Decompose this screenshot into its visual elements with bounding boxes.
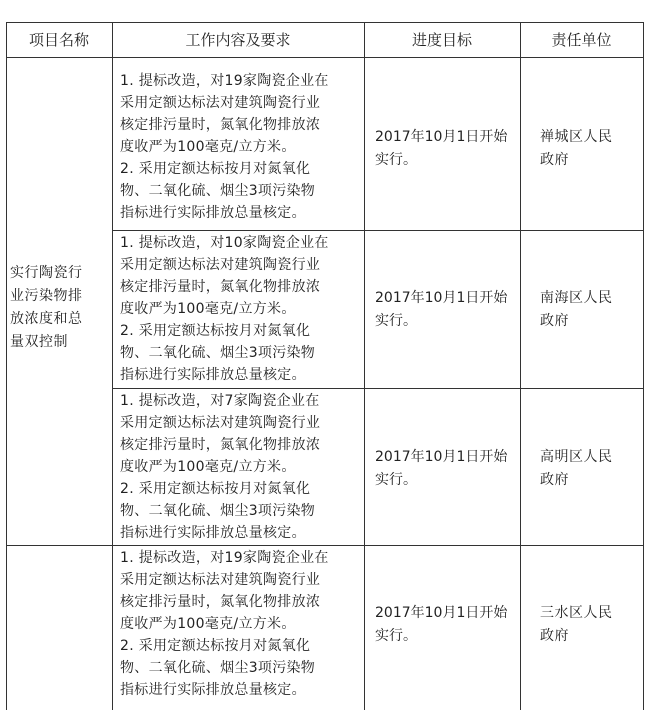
progress-line: 2017年10月1日开始 xyxy=(375,129,508,145)
header-content: 工作内容及要求 xyxy=(185,31,291,49)
row-2-content xyxy=(120,232,364,386)
content-line: 1. 提标改造，对7家陶瓷企业在 xyxy=(120,393,320,409)
content-line: 度收严为100毫克/立方米。 xyxy=(120,301,296,317)
table-header xyxy=(6,22,643,58)
content-line: 2. 采用定额达标按月对氮氧化 xyxy=(120,481,311,497)
content-line: 度收严为100毫克/立方米。 xyxy=(120,139,296,155)
row-2-unit xyxy=(540,287,640,333)
row-1-progress xyxy=(375,126,513,172)
row-3-unit xyxy=(540,446,640,492)
row-1-unit xyxy=(540,126,640,172)
content-line: 物、二氧化硫、烟尘3项污染物 xyxy=(120,183,316,199)
content-line: 核定排污量时，氮氧化物排放浓 xyxy=(120,117,321,133)
content-line: 指标进行实际排放总量核定。 xyxy=(120,205,306,221)
project-line: 业污染物排 xyxy=(10,288,83,304)
content-line: 2. 采用定额达标按月对氮氧化 xyxy=(120,638,311,654)
content-line: 指标进行实际排放总量核定。 xyxy=(120,682,306,698)
content-line: 物、二氧化硫、烟尘3项污染物 xyxy=(120,345,316,361)
content-line: 1. 提标改造，对19家陶瓷企业在 xyxy=(120,550,329,566)
project-line: 实行陶瓷行 xyxy=(10,265,83,281)
row-3-content xyxy=(120,390,364,544)
content-line: 度收严为100毫克/立方米。 xyxy=(120,459,296,475)
unit-line: 政府 xyxy=(540,628,569,644)
content-line: 采用定额达标法对建筑陶瓷行业 xyxy=(120,572,321,588)
content-line: 采用定额达标法对建筑陶瓷行业 xyxy=(120,257,321,273)
header-project: 项目名称 xyxy=(28,31,89,49)
grid-right-border xyxy=(643,22,644,710)
unit-line: 南海区人民 xyxy=(540,290,613,306)
progress-line: 2017年10月1日开始 xyxy=(375,605,508,621)
content-line: 采用定额达标法对建筑陶瓷行业 xyxy=(120,415,321,431)
grid-col-divider-1 xyxy=(112,22,113,710)
row-4-unit xyxy=(540,602,640,648)
row-2-progress xyxy=(375,287,513,333)
unit-line: 政府 xyxy=(540,472,569,488)
header-progress: 进度目标 xyxy=(411,31,472,49)
project-line: 量双控制 xyxy=(10,334,68,350)
content-line: 物、二氧化硫、烟尘3项污染物 xyxy=(120,503,316,519)
row-divider-1 xyxy=(112,230,644,231)
content-line: 2. 采用定额达标按月对氮氧化 xyxy=(120,323,311,339)
progress-line: 实行。 xyxy=(375,472,417,488)
progress-line: 2017年10月1日开始 xyxy=(375,290,508,306)
progress-line: 实行。 xyxy=(375,628,417,644)
row-divider-3 xyxy=(6,545,644,546)
content-line: 1. 提标改造，对10家陶瓷企业在 xyxy=(120,235,329,251)
content-line: 度收严为100毫克/立方米。 xyxy=(120,616,296,632)
grid-col-divider-3 xyxy=(520,22,521,710)
unit-line: 政府 xyxy=(540,313,569,329)
project-line: 放浓度和总 xyxy=(10,311,83,327)
unit-line: 禅城区人民 xyxy=(540,129,613,145)
row-4-content xyxy=(120,547,364,701)
unit-line: 政府 xyxy=(540,152,569,168)
grid-left-border xyxy=(6,22,7,710)
content-line: 核定排污量时，氮氧化物排放浓 xyxy=(120,437,321,453)
content-line: 核定排污量时，氮氧化物排放浓 xyxy=(120,594,321,610)
progress-line: 实行。 xyxy=(375,152,417,168)
project-name-cell xyxy=(10,262,112,354)
progress-line: 实行。 xyxy=(375,313,417,329)
content-line: 核定排污量时，氮氧化物排放浓 xyxy=(120,279,321,295)
header-unit: 责任单位 xyxy=(551,31,612,49)
progress-line: 2017年10月1日开始 xyxy=(375,449,508,465)
content-line: 指标进行实际排放总量核定。 xyxy=(120,525,306,541)
content-line: 物、二氧化硫、烟尘3项污染物 xyxy=(120,660,316,676)
row-3-progress xyxy=(375,446,513,492)
row-1-content xyxy=(120,70,364,224)
unit-line: 高明区人民 xyxy=(540,449,613,465)
content-line: 采用定额达标法对建筑陶瓷行业 xyxy=(120,95,321,111)
row-divider-2 xyxy=(112,388,644,389)
grid-col-divider-2 xyxy=(364,22,365,710)
content-line: 2. 采用定额达标按月对氮氧化 xyxy=(120,161,311,177)
unit-line: 三水区人民 xyxy=(540,605,613,621)
content-line: 1. 提标改造，对19家陶瓷企业在 xyxy=(120,73,329,89)
row-4-progress xyxy=(375,602,513,648)
content-line: 指标进行实际排放总量核定。 xyxy=(120,367,306,383)
